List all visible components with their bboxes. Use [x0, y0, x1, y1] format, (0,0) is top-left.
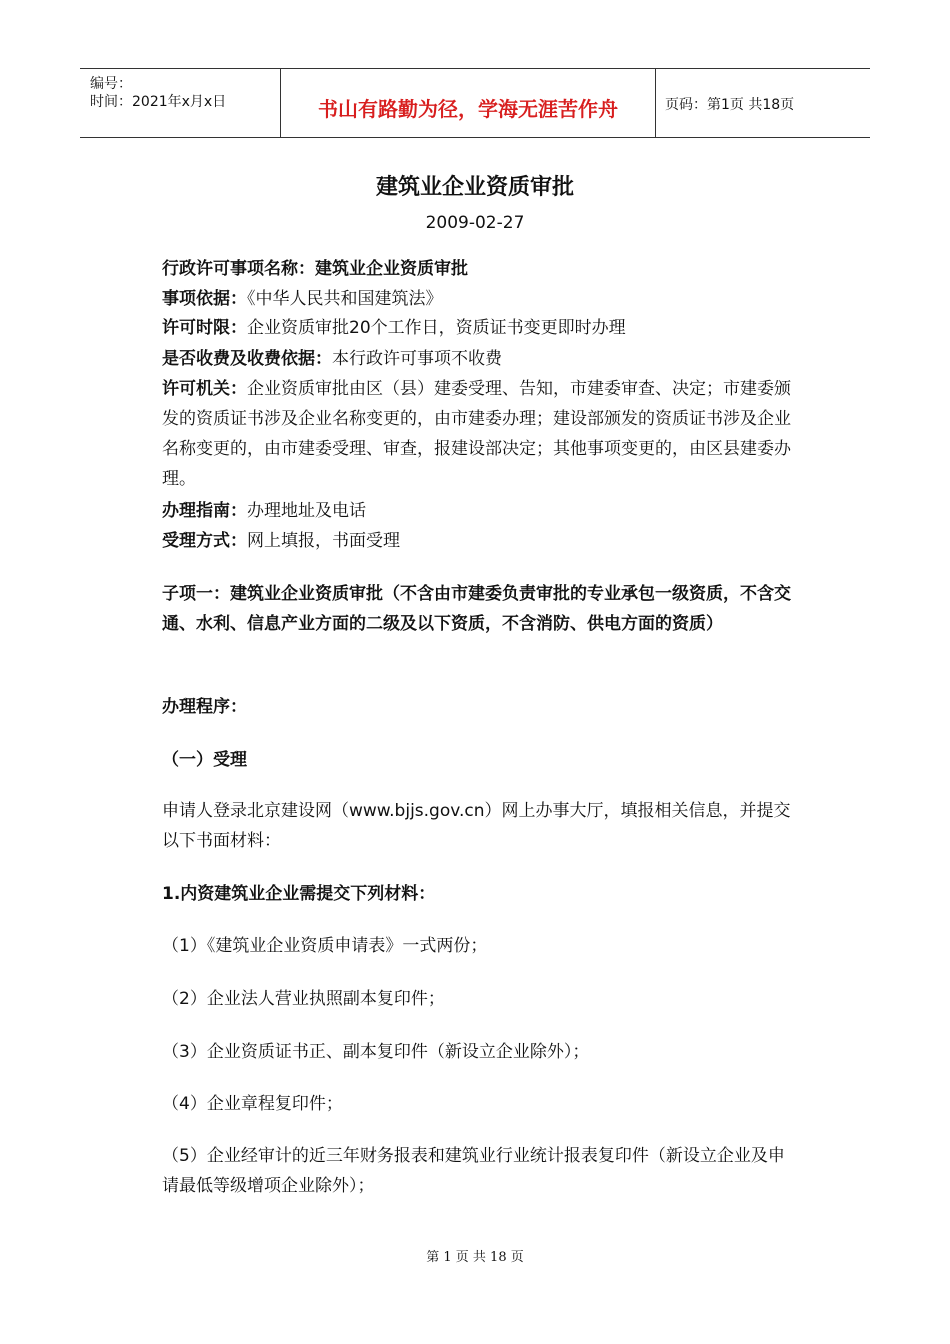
header-page-cell [655, 69, 870, 137]
authority-line [162, 374, 792, 494]
list-item: （1）《建筑业企业资质申请表》一式两份； [162, 936, 488, 956]
motto: 书山有路勤为径，学海无涯苦作舟 [318, 97, 618, 121]
list-item: （3）企业资质证书正、副本复印件（新设立企业除外）； [162, 1042, 590, 1062]
number-label: 编号： [90, 76, 132, 92]
time-limit-label: 许可时限： [162, 318, 247, 338]
guide-line [162, 496, 792, 526]
basis-line [162, 284, 792, 314]
list-item: （2）企业法人营业执照副本复印件； [162, 989, 445, 1009]
method-label: 受理方式： [162, 531, 247, 551]
time-label: 时间：2021年x月x日 [90, 94, 227, 110]
basis-label: 事项依据： [162, 289, 247, 309]
document-header [80, 68, 870, 138]
document-date: 2009-02-27 [425, 213, 525, 233]
authority-value: 企业资质审批由区（县）建委受理、告知，市建委审查、决定；市建委颁发的资质证书涉及企业名称变更的，由市建委办理；建设部颁发的资质证书涉及企业名称变更的，由市建委受理、审查，报建设部决定；其他事项变更的，由区县建委办理。 [162, 379, 791, 489]
item-name: 行政许可事项名称：建筑业企业资质审批 [162, 259, 468, 279]
time-limit-line [162, 313, 792, 343]
page-footer: 第 1 页 共 18 页 [426, 1250, 524, 1265]
intro-paragraph: 申请人登录北京建设网（www.bjjs.gov.cn）网上办事大厅，填报相关信息，并提交以下书面材料： [162, 801, 791, 851]
time-limit-value: 企业资质审批20个工作日，资质证书变更即时办理 [247, 318, 626, 338]
document-title: 建筑业企业资质审批 [375, 175, 574, 200]
header-motto-cell [280, 69, 656, 137]
list-item: （4）企业章程复印件； [162, 1094, 343, 1114]
header-meta [80, 69, 280, 137]
guide-label: 办理指南： [162, 501, 247, 521]
fee-value: 本行政许可事项不收费 [332, 349, 502, 369]
list-heading: 1.内资建筑业企业需提交下列材料： [162, 884, 436, 904]
method-value: 网上填报，书面受理 [247, 531, 400, 551]
authority-label: 许可机关： [162, 379, 247, 399]
list-item: （5）企业经审计的近三年财务报表和建筑业行业统计报表复印件（新设立企业及申请最低等级增项企业除外）； [162, 1146, 785, 1196]
sub-item-heading: 子项一：建筑业企业资质审批（不含由市建委负责审批的专业承包一级资质，不含交通、水利、信息产业方面的二级及以下资质，不含消防、供电方面的资质） [162, 584, 791, 634]
procedure-heading: 办理程序： [162, 697, 247, 717]
fee-label: 是否收费及收费依据： [162, 349, 332, 369]
guide-value: 办理地址及电话 [247, 501, 366, 521]
method-line [162, 526, 792, 556]
basis-value: 《中华人民共和国建筑法》 [247, 289, 443, 309]
step-heading: （一）受理 [162, 750, 247, 770]
fee-line [162, 344, 792, 374]
page-label: 页码：第1页 共18页 [665, 97, 795, 113]
